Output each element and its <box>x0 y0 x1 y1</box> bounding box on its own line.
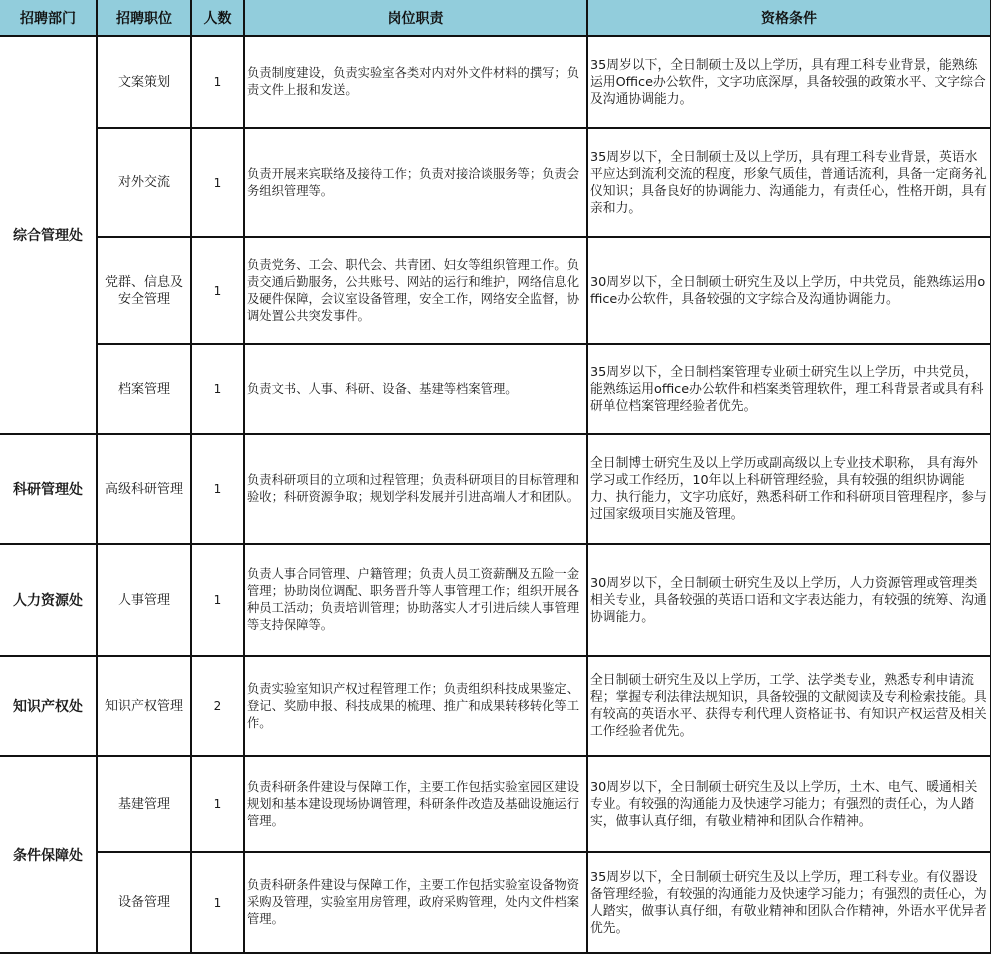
table-row <box>0 344 991 434</box>
table-row <box>0 36 991 128</box>
position-cell: 党群、信息及安全管理 <box>97 237 191 344</box>
qualifications-cell: 35周岁以下，全日制档案管理专业硕士研究生以上学历，中共党员，能熟练运用office办公软件和档案类管理软件，理工科背景者或具有科研单位档案管理经验者优先。 <box>587 344 991 434</box>
duties-cell: 负责科研条件建设与保障工作，主要工作包括实验室设备物资采购及管理，实验室用房管理，政府采购管理，处内文件档案管理。 <box>244 852 587 953</box>
table-row <box>0 544 991 656</box>
table-row <box>0 237 991 344</box>
qualifications-cell: 35周岁以下，全日制硕士研究生及以上学历，理工科专业。有仪器设备管理经验，有较强的沟通能力及快速学习能力；有强烈的责任心，为人踏实，做事认真仔细，有敬业精神和团队合作精神，外语水平优异者优先。 <box>587 852 991 953</box>
count-cell: 2 <box>191 656 244 756</box>
header-duties: 岗位职责 <box>244 0 587 36</box>
duties-cell: 负责开展来宾联络及接待工作；负责对接洽谈服务等；负责会务组织管理等。 <box>244 128 587 237</box>
table-row <box>0 656 991 756</box>
position-cell: 文案策划 <box>97 36 191 128</box>
table-row <box>0 756 991 852</box>
count-cell: 1 <box>191 544 244 656</box>
qualifications-cell: 35周岁以下，全日制硕士及以上学历，具有理工科专业背景，英语水平应达到流利交流的程度，形象气质佳，普通话流利，具备一定商务礼仪知识；具备良好的协调能力、沟通能力，有责任心，性格开朗，具有亲和力。 <box>587 128 991 237</box>
qualifications-cell: 30周岁以下，全日制硕士研究生及以上学历，土木、电气、暖通相关专业。有较强的沟通能力及快速学习能力；有强烈的责任心，为人踏实，做事认真仔细，有敬业精神和团队合作精神。 <box>587 756 991 852</box>
count-cell: 1 <box>191 852 244 953</box>
position-cell: 高级科研管理 <box>97 434 191 544</box>
header-count: 人数 <box>191 0 244 36</box>
position-cell: 知识产权管理 <box>97 656 191 756</box>
count-cell: 1 <box>191 756 244 852</box>
table-row <box>0 434 991 544</box>
duties-cell: 负责科研条件建设与保障工作，主要工作包括实验室园区建设规划和基本建设现场协调管理，科研条件改造及基础设施运行管理。 <box>244 756 587 852</box>
duties-cell: 负责科研项目的立项和过程管理；负责科研项目的目标管理和验收；科研资源争取；规划学科发展并引进高端人才和团队。 <box>244 434 587 544</box>
header-qualifications: 资格条件 <box>587 0 991 36</box>
header-position: 招聘职位 <box>97 0 191 36</box>
duties-cell: 负责党务、工会、职代会、共青团、妇女等组织管理工作。负责交通后勤服务，公共账号、网站的运行和维护，网络信息化及硬件保障，会议室设备管理，安全工作，网络安全监督，协调处置公共突发事件。 <box>244 237 587 344</box>
count-cell: 1 <box>191 36 244 128</box>
count-cell: 1 <box>191 128 244 237</box>
duties-cell: 负责实验室知识产权过程管理工作；负责组织科技成果鉴定、登记、奖励申报、科技成果的梳理、推广和成果转移转化等工作。 <box>244 656 587 756</box>
dept-cell: 科研管理处 <box>0 434 97 544</box>
position-cell: 档案管理 <box>97 344 191 434</box>
count-cell: 1 <box>191 344 244 434</box>
qualifications-cell: 全日制硕士研究生及以上学历，工学、法学类专业，熟悉专利申请流程；掌握专利法律法规知识，具备较强的文献阅读及专利检索技能。具有较高的英语水平、获得专利代理人资格证书、有知识产权运营及相关工作经验者优先。 <box>587 656 991 756</box>
dept-cell: 知识产权处 <box>0 656 97 756</box>
dept-cell: 人力资源处 <box>0 544 97 656</box>
count-cell: 1 <box>191 237 244 344</box>
duties-cell: 负责文书、人事、科研、设备、基建等档案管理。 <box>244 344 587 434</box>
qualifications-cell: 35周岁以下，全日制硕士及以上学历，具有理工科专业背景，能熟练运用Office办公软件，文字功底深厚，具备较强的政策水平、文字综合及沟通协调能力。 <box>587 36 991 128</box>
qualifications-cell: 全日制博士研究生及以上学历或副高级以上专业技术职称， 具有海外学习或工作经历，10年以上科研管理经验，具有较强的组织协调能力、执行能力，文字功底好，熟悉科研工作和科研项目管理程序，参与过国家级项目实施及管理。 <box>587 434 991 544</box>
position-cell: 设备管理 <box>97 852 191 953</box>
duties-cell: 负责制度建设，负责实验室各类对内对外文件材料的撰写；负责文件上报和发送。 <box>244 36 587 128</box>
count-cell: 1 <box>191 434 244 544</box>
qualifications-cell: 30周岁以下，全日制硕士研究生及以上学历，人力资源管理或管理类相关专业，具备较强的英语口语和文字表达能力，有较强的统筹、沟通协调能力。 <box>587 544 991 656</box>
dept-cell: 条件保障处 <box>0 756 97 953</box>
dept-cell: 综合管理处 <box>0 36 97 434</box>
position-cell: 对外交流 <box>97 128 191 237</box>
table-row <box>0 852 991 953</box>
duties-cell: 负责人事合同管理、户籍管理；负责人员工资薪酬及五险一金管理；协助岗位调配、职务晋升等人事管理工作；组织开展各种员工活动；负责培训管理；协助落实人才引进后续人事管理等支持保障等。 <box>244 544 587 656</box>
table-row <box>0 128 991 237</box>
header-row <box>0 0 991 36</box>
qualifications-cell: 30周岁以下，全日制硕士研究生及以上学历，中共党员，能熟练运用office办公软件，具备较强的文字综合及沟通协调能力。 <box>587 237 991 344</box>
position-cell: 基建管理 <box>97 756 191 852</box>
header-dept: 招聘部门 <box>0 0 97 36</box>
position-cell: 人事管理 <box>97 544 191 656</box>
